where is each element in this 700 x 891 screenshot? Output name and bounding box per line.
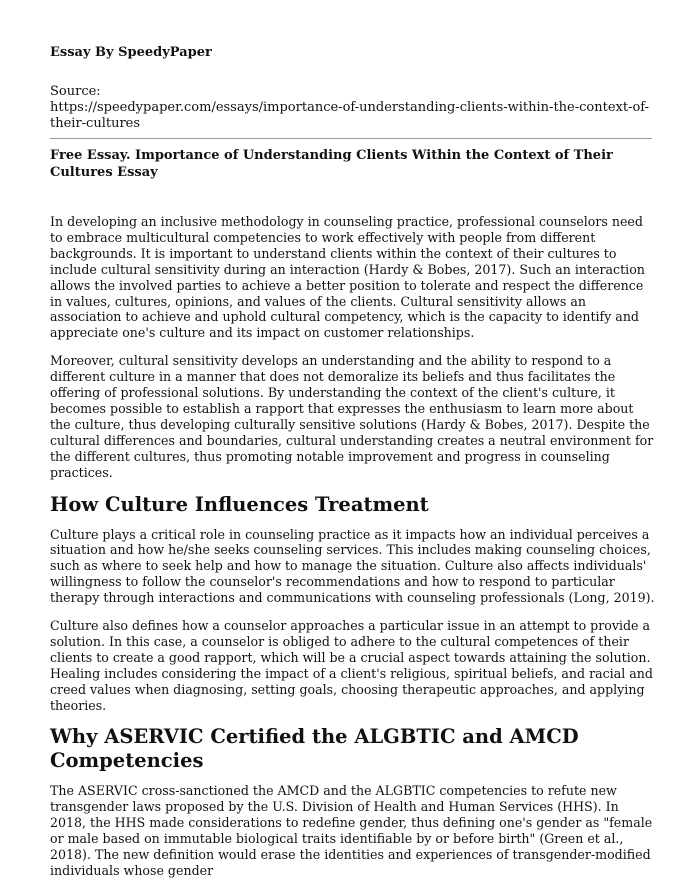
essay-title: Free Essay. Importance of Understanding Clients Within the Context of Their Cultures Essay xyxy=(50,148,613,180)
paragraph: The ASERVIC cross-sanctioned the AMCD and the ALGBTIC competencies to refute new transgender laws proposed by the U.S. Division of Health and Human Services (HHS). In 2018, the HHS made considerations to redefine gender, thus defining one's gender as "female or male based on immutable biological traits identifiable by or before birth" (Green et al., 2018). The new definition would erase the identities and experiences of transgender-modified individuals whose gender xyxy=(50,783,653,878)
paragraph: Culture plays a critical role in counseling practice as it impacts how an individual perceives a situation and how he/she seeks counseling services. This includes making counseling choices, such as where to seek help and how to manage the situation. Culture also affects individuals' willingness to follow the counselor's recommendations and how to respond to particular therapy through interactions and communications with counseling professionals (Long, 2019). xyxy=(50,526,655,606)
essay-header xyxy=(50,44,660,132)
source-label: Source: xyxy=(50,84,101,99)
essay-body xyxy=(50,214,658,891)
source-url[interactable]: https://speedypaper.com/essays/importance-of-understanding-clients-within-the-context-of-their-cultures xyxy=(50,100,650,131)
author-line: Essay By SpeedyPaper xyxy=(50,45,212,60)
paragraph: Culture also defines how a counselor approaches a particular issue in an attempt to provide a solution. In this case, a counselor is obliged to adhere to the cultural competences of their clients to create a good rapport, which will be a crucial aspect towards attaining the solution. Healing includes considering the impact of a client's religious, spiritual beliefs, and racial and creed values when diagnosing, setting goals, choosing therapeutic approaches, and applying theories. xyxy=(50,618,653,713)
section-heading-aservic: Why ASERVIC Certified the ALGBTIC and AMCD Competencies xyxy=(50,725,579,773)
paragraph: Moreover, cultural sensitivity develops an understanding and the ability to respond to a different culture in a manner that does not demoralize its beliefs and thus facilitates the offering of professional solutions. By understanding the context of the client's culture, it becomes possible to establish a rapport that expresses the enthusiasm to learn more about the culture, thus developing culturally sensitive solutions (Hardy & Bobes, 2017). Despite the cultural differences and boundaries, cultural understanding creates a neutral environment for the different cultures, thus promoting notable improvement and progress in counseling practices. xyxy=(50,353,654,480)
paragraph: In developing an inclusive methodology in counseling practice, professional counselors need to embrace multicultural competencies to work effectively with people from different backgrounds. It is important to understand clients within the context of their cultures to include cultural sensitivity during an interaction (Hardy & Bobes, 2017). Such an interaction allows the involved parties to achieve a better position to tolerate and respect the difference in values, cultures, opinions, and values of the clients. Cultural sensitivity allows an association to achieve and uphold cultural competency, which is the capacity to identify and appreciate one's culture and its impact on customer relationships. xyxy=(50,214,645,341)
section-heading-culture-treatment: How Culture Influences Treatment xyxy=(50,492,429,516)
header-divider xyxy=(50,138,652,139)
